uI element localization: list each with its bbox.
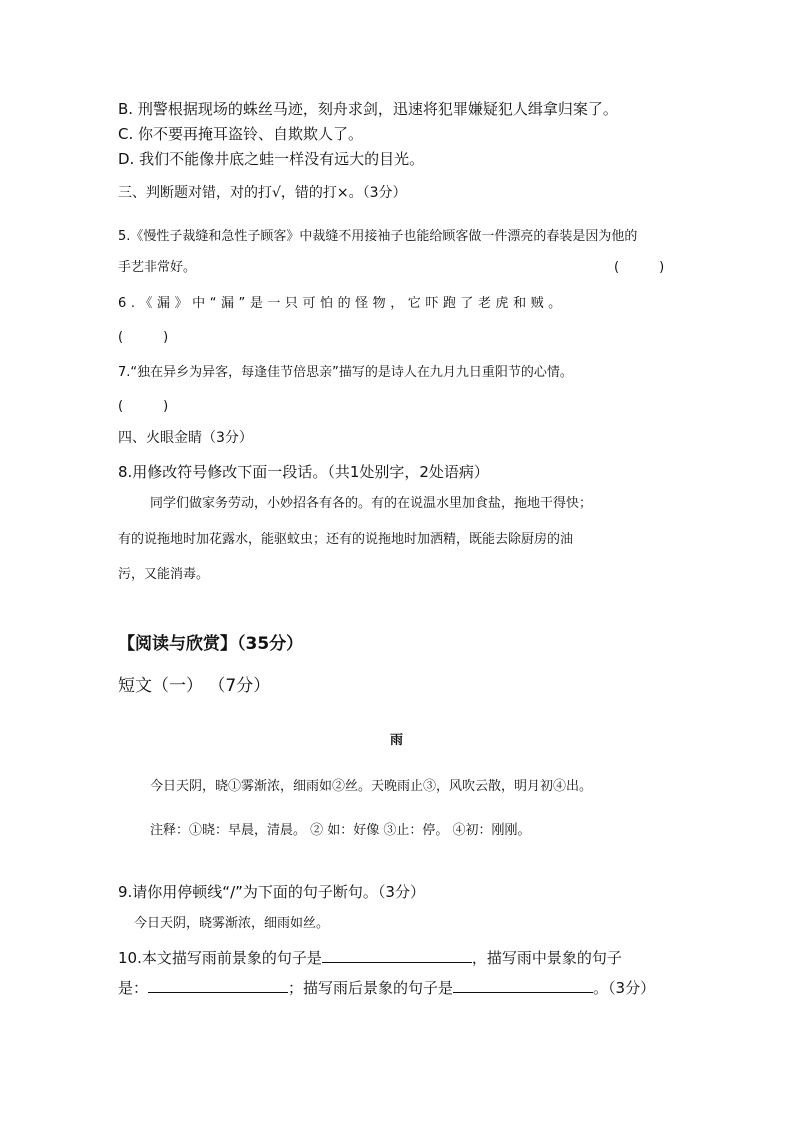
q10-text-after: ；描写雨后景象的句子是 (288, 979, 454, 997)
paren-open: ( (118, 399, 124, 414)
paren-close: ) (163, 330, 169, 345)
poem-notes: 注释：①晓：早晨，清晨。 ② 如：好像 ③止：停。 ④初：刚刚。 (150, 823, 531, 838)
q7-line1: 7.“独在异乡为异客，每逢佳节倍思亲”描写的是诗人在九月九日重阳节的心情。 (118, 365, 573, 380)
q9-prompt: 9.请你用停顿线“/”为下面的句子断句。（3分） (118, 883, 425, 901)
paren-close: ) (659, 260, 665, 275)
paren-close: ) (163, 399, 169, 414)
q10-text-end: 。（3分） (593, 979, 656, 997)
q10-blank-before-rain[interactable] (322, 948, 472, 963)
q5-line2: 手艺非常好。 (118, 260, 197, 275)
q8-passage-line2: 有的说拖地时加花露水，能驱蚊虫；还有的说拖地时加洒精，既能去除厨房的油 (118, 532, 574, 547)
q9-sentence: 今日天阴，晓雾渐浓，细雨如丝。 (134, 916, 330, 931)
q10-text-during-lead: 是： (118, 979, 149, 997)
q8-prompt: 8.用修改符号修改下面一段话。（共1处别字，2处语病） (118, 463, 489, 481)
q8-passage-line3: 污，又能消毒。 (118, 567, 210, 582)
q10-line2 (118, 978, 655, 996)
q10-text-during: ，描写雨中景象的句子 (471, 949, 622, 967)
paren-open: ( (118, 330, 124, 345)
q10-text-before: 10.本文描写雨前景象的句子是 (118, 949, 322, 967)
poem-title: 雨 (390, 733, 404, 748)
paren-open: ( (614, 260, 620, 275)
q6-answer-parens[interactable] (118, 331, 168, 344)
choice-d: D. 我们不能像井底之蛙一样没有远大的目光。 (118, 150, 425, 168)
section4-title: 四、火眼金睛（3分） (118, 430, 253, 446)
section3-title: 三、判断题对错，对的打√，错的打×。（3分） (118, 185, 407, 201)
q10-blank-during-rain[interactable] (148, 978, 288, 993)
passage1-title: 短文（一） （7分） (118, 676, 271, 696)
q5-line1: 5.《慢性子裁缝和急性子顾客》中裁缝不用接袖子也能给顾客做一件漂亮的春装是因为他的 (118, 229, 638, 244)
choice-c: C. 你不要再掩耳盗铃、自欺欺人了。 (118, 125, 364, 143)
choice-b: B. 刑警根据现场的蛛丝马迹，刻舟求剑，迅速将犯罪嫌疑犯人缉拿归案了。 (118, 100, 618, 118)
q10-line1 (118, 948, 622, 966)
q8-passage-line1: 同学们做家务劳动，小妙招各有各的。有的在说温水里加食盐，拖地干得快； (150, 496, 593, 511)
q7-answer-parens[interactable] (118, 400, 168, 413)
q5-answer-parens[interactable] (614, 261, 664, 274)
poem-text: 今日天阴，晓①雾渐浓，细雨如②丝。天晚雨止③，风吹云散，明月初④出。 (150, 779, 593, 794)
q10-blank-after-rain[interactable] (453, 978, 593, 993)
reading-header: 【阅读与欣赏】（35分） (118, 634, 304, 654)
q6-line1: 6.《漏》中“漏”是一只可怕的怪物，它吓跑了老虎和贼。 (118, 296, 566, 311)
